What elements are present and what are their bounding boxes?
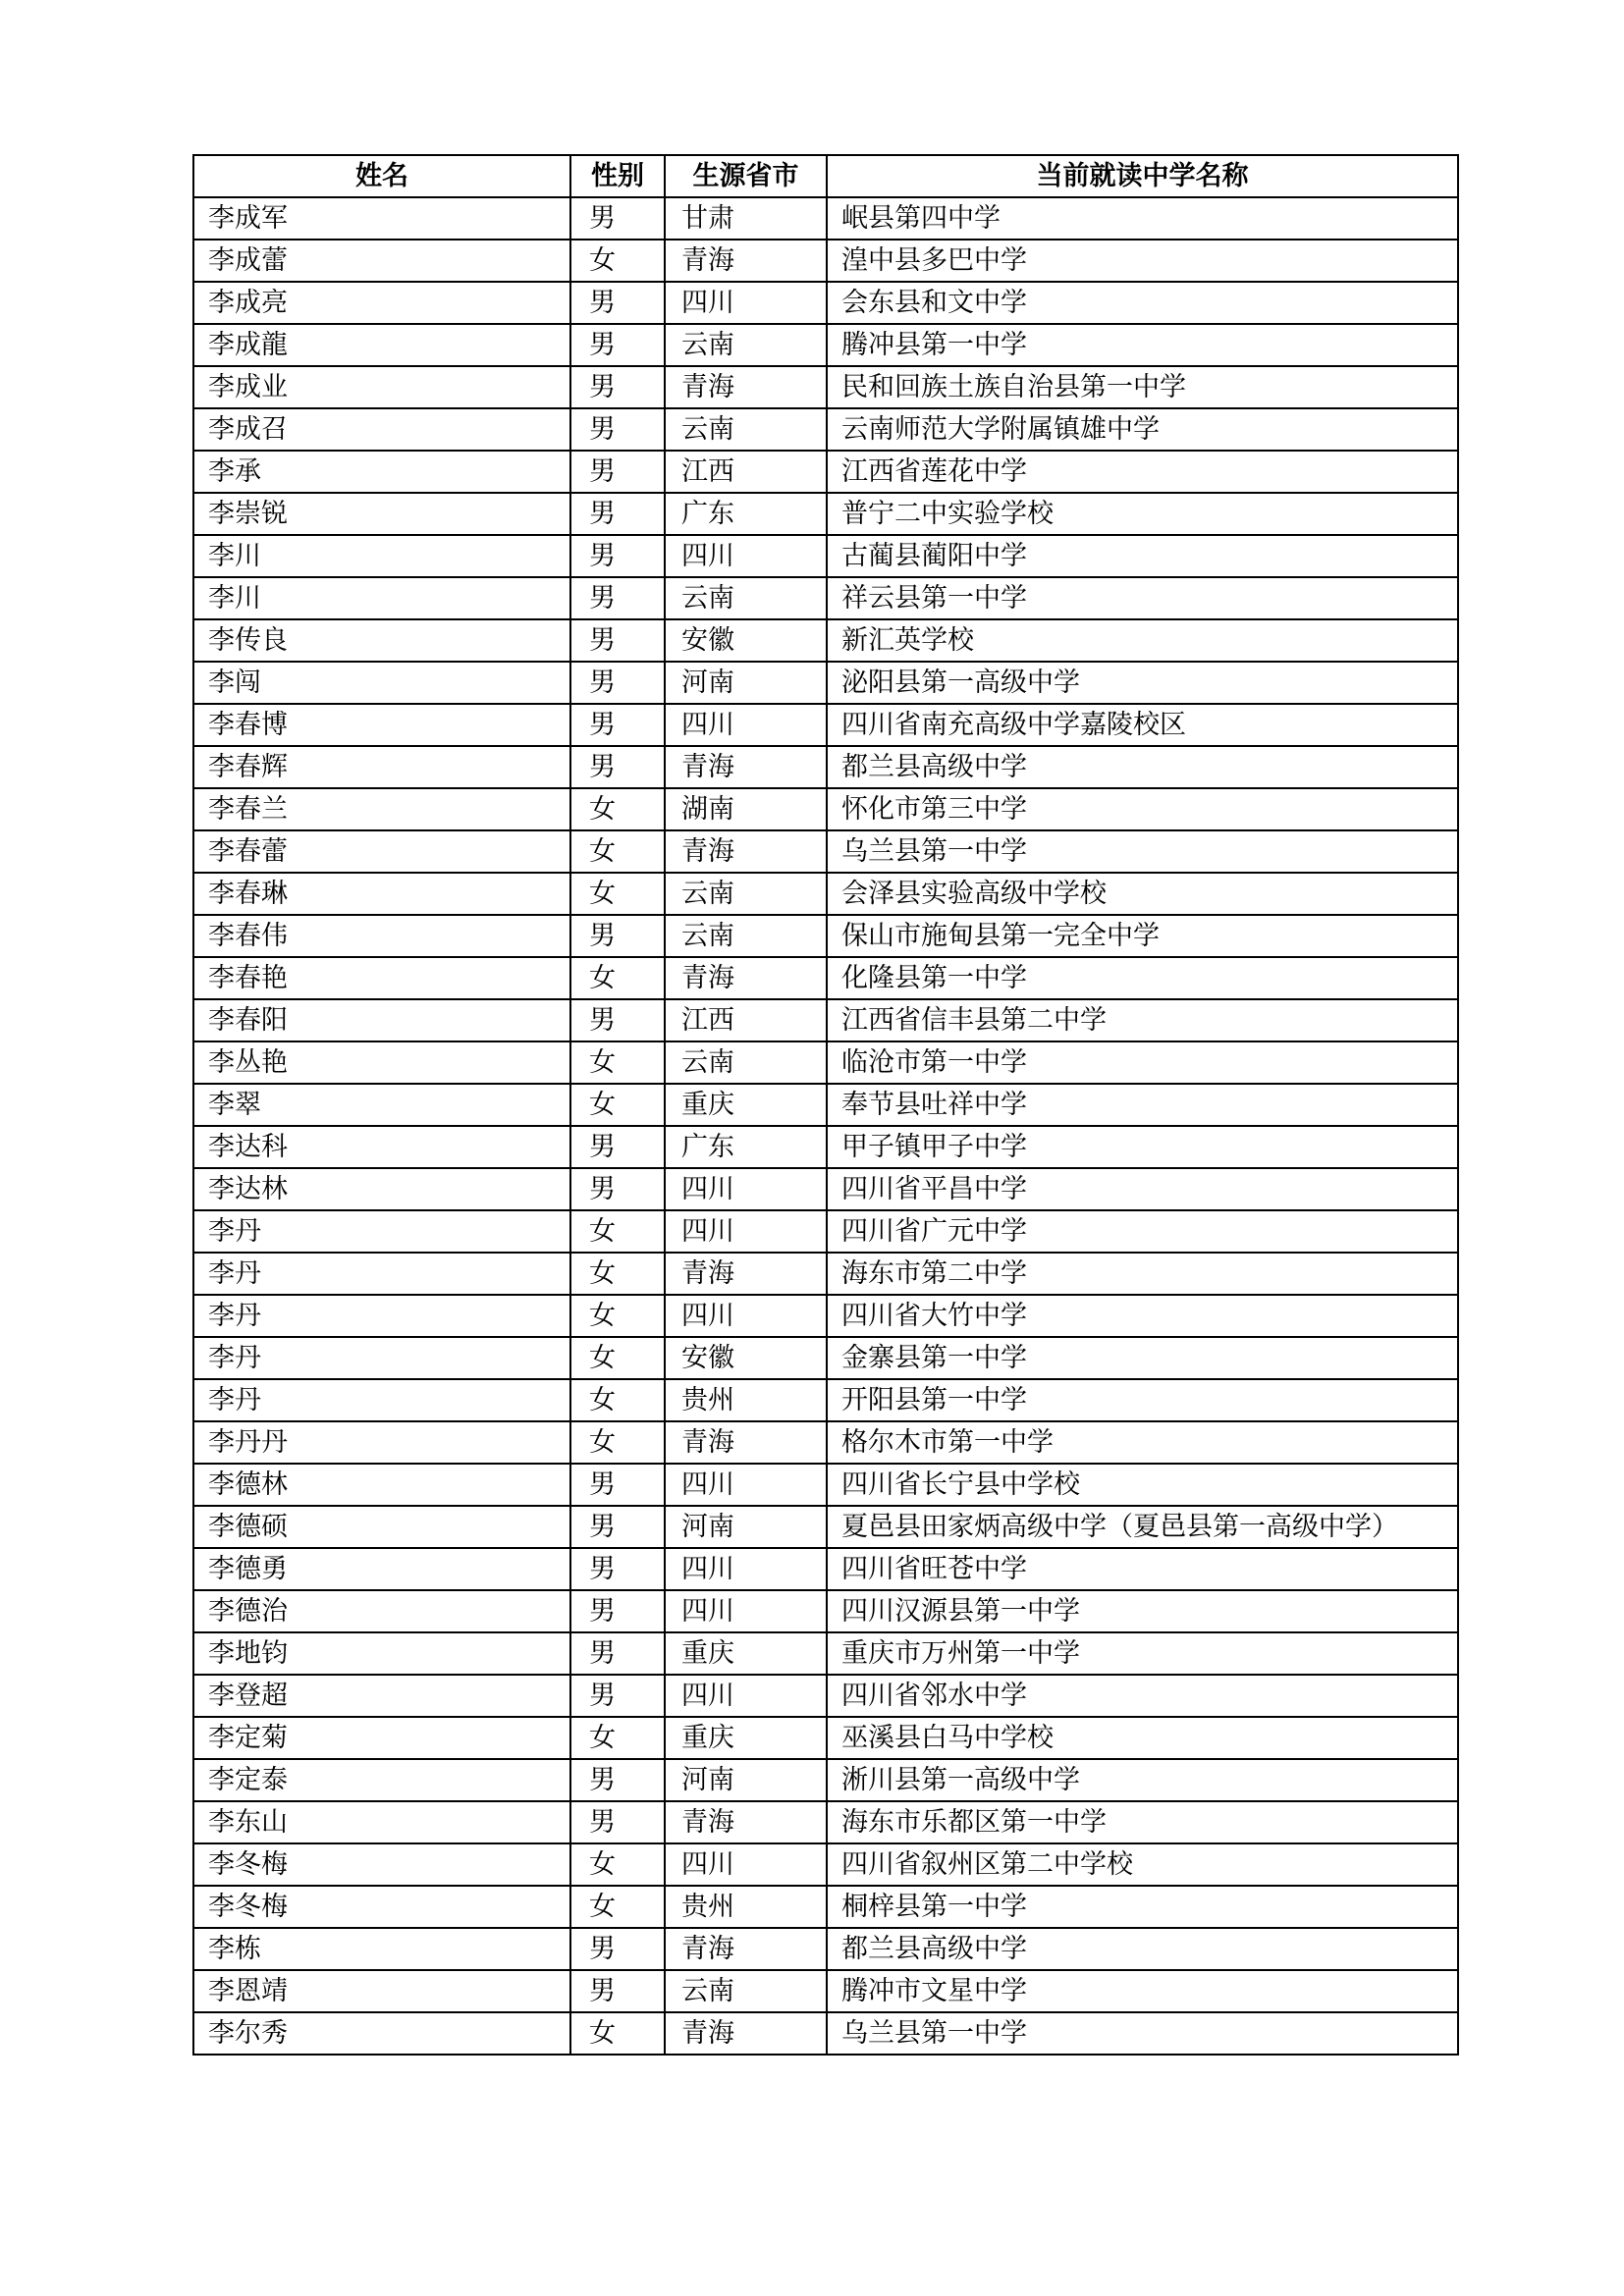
cell-province: 重庆 [665, 1632, 827, 1675]
table-row [193, 1464, 1458, 1506]
cell-school: 奉节县吐祥中学 [827, 1084, 1458, 1126]
cell-gender: 男 [570, 1126, 665, 1168]
header-name: 姓名 [193, 155, 570, 197]
cell-province: 云南 [665, 1041, 827, 1084]
cell-province: 青海 [665, 366, 827, 408]
cell-gender: 男 [570, 1928, 665, 1970]
cell-school: 金寨县第一中学 [827, 1337, 1458, 1379]
cell-name: 李恩靖 [193, 1970, 570, 2012]
header-gender: 性别 [570, 155, 665, 197]
cell-gender: 男 [570, 282, 665, 324]
cell-gender: 女 [570, 1717, 665, 1759]
cell-gender: 女 [570, 830, 665, 873]
table-row [193, 957, 1458, 999]
cell-school: 格尔木市第一中学 [827, 1421, 1458, 1464]
cell-province: 四川 [665, 1210, 827, 1253]
cell-province: 四川 [665, 1675, 827, 1717]
cell-gender: 男 [570, 1759, 665, 1801]
table-row [193, 1253, 1458, 1295]
table-row [193, 1210, 1458, 1253]
cell-gender: 男 [570, 1506, 665, 1548]
cell-name: 李达科 [193, 1126, 570, 1168]
cell-name: 李丹 [193, 1210, 570, 1253]
cell-gender: 女 [570, 1253, 665, 1295]
cell-province: 江西 [665, 999, 827, 1041]
cell-province: 四川 [665, 1295, 827, 1337]
cell-school: 湟中县多巴中学 [827, 240, 1458, 282]
cell-gender: 女 [570, 957, 665, 999]
cell-gender: 女 [570, 2012, 665, 2055]
cell-gender: 女 [570, 240, 665, 282]
cell-gender: 男 [570, 408, 665, 451]
student-table [192, 154, 1459, 2056]
cell-gender: 男 [570, 1548, 665, 1590]
cell-name: 李德林 [193, 1464, 570, 1506]
cell-gender: 男 [570, 197, 665, 240]
cell-school: 淅川县第一高级中学 [827, 1759, 1458, 1801]
table-row [193, 1759, 1458, 1801]
cell-gender: 男 [570, 1675, 665, 1717]
cell-gender: 男 [570, 1590, 665, 1632]
cell-school: 乌兰县第一中学 [827, 2012, 1458, 2055]
cell-gender: 男 [570, 1970, 665, 2012]
cell-school: 都兰县高级中学 [827, 1928, 1458, 1970]
cell-gender: 男 [570, 915, 665, 957]
cell-school: 古蔺县蔺阳中学 [827, 535, 1458, 577]
table-row [193, 451, 1458, 493]
table-row [193, 1548, 1458, 1590]
cell-gender: 女 [570, 1337, 665, 1379]
table-row [193, 408, 1458, 451]
cell-school: 开阳县第一中学 [827, 1379, 1458, 1421]
cell-school: 都兰县高级中学 [827, 746, 1458, 788]
cell-gender: 男 [570, 1801, 665, 1843]
cell-school: 江西省莲花中学 [827, 451, 1458, 493]
cell-province: 云南 [665, 324, 827, 366]
cell-name: 李丹丹 [193, 1421, 570, 1464]
cell-school: 四川省大竹中学 [827, 1295, 1458, 1337]
table-row [193, 746, 1458, 788]
table-row [193, 788, 1458, 830]
table-row [193, 1337, 1458, 1379]
cell-name: 李成蕾 [193, 240, 570, 282]
cell-school: 新汇英学校 [827, 619, 1458, 662]
cell-school: 云南师范大学附属镇雄中学 [827, 408, 1458, 451]
cell-school: 四川省长宁县中学校 [827, 1464, 1458, 1506]
cell-province: 广东 [665, 1126, 827, 1168]
cell-name: 李春艳 [193, 957, 570, 999]
cell-gender: 男 [570, 704, 665, 746]
cell-name: 李达林 [193, 1168, 570, 1210]
cell-gender: 男 [570, 324, 665, 366]
cell-name: 李德治 [193, 1590, 570, 1632]
cell-school: 重庆市万州第一中学 [827, 1632, 1458, 1675]
cell-province: 四川 [665, 1590, 827, 1632]
cell-school: 夏邑县田家炳高级中学（夏邑县第一高级中学） [827, 1506, 1458, 1548]
table-row [193, 999, 1458, 1041]
cell-province: 青海 [665, 830, 827, 873]
cell-name: 李丛艳 [193, 1041, 570, 1084]
table-row [193, 535, 1458, 577]
cell-gender: 女 [570, 1041, 665, 1084]
cell-gender: 男 [570, 1632, 665, 1675]
table-row [193, 704, 1458, 746]
cell-school: 保山市施甸县第一完全中学 [827, 915, 1458, 957]
cell-province: 河南 [665, 662, 827, 704]
cell-gender: 男 [570, 577, 665, 619]
cell-province: 四川 [665, 1168, 827, 1210]
cell-province: 云南 [665, 915, 827, 957]
cell-school: 会泽县实验高级中学校 [827, 873, 1458, 915]
cell-name: 李春阳 [193, 999, 570, 1041]
cell-province: 四川 [665, 535, 827, 577]
cell-school: 腾冲县第一中学 [827, 324, 1458, 366]
cell-school: 桐梓县第一中学 [827, 1886, 1458, 1928]
cell-school: 巫溪县白马中学校 [827, 1717, 1458, 1759]
table-row [193, 1632, 1458, 1675]
cell-name: 李栋 [193, 1928, 570, 1970]
table-row [193, 1041, 1458, 1084]
table-row [193, 1126, 1458, 1168]
table-row [193, 1717, 1458, 1759]
cell-school: 四川省叙州区第二中学校 [827, 1843, 1458, 1886]
cell-name: 李东山 [193, 1801, 570, 1843]
cell-province: 青海 [665, 1421, 827, 1464]
cell-school: 江西省信丰县第二中学 [827, 999, 1458, 1041]
cell-name: 李春博 [193, 704, 570, 746]
table-row [193, 324, 1458, 366]
cell-province: 湖南 [665, 788, 827, 830]
cell-province: 重庆 [665, 1084, 827, 1126]
cell-name: 李成军 [193, 197, 570, 240]
cell-school: 泌阳县第一高级中学 [827, 662, 1458, 704]
cell-gender: 男 [570, 746, 665, 788]
header-province: 生源省市 [665, 155, 827, 197]
cell-name: 李春蕾 [193, 830, 570, 873]
cell-province: 青海 [665, 746, 827, 788]
cell-name: 李翠 [193, 1084, 570, 1126]
table-row [193, 1886, 1458, 1928]
cell-name: 李德硕 [193, 1506, 570, 1548]
cell-name: 李春兰 [193, 788, 570, 830]
cell-gender: 男 [570, 451, 665, 493]
cell-province: 云南 [665, 1970, 827, 2012]
cell-name: 李承 [193, 451, 570, 493]
cell-school: 化隆县第一中学 [827, 957, 1458, 999]
table-row [193, 240, 1458, 282]
cell-name: 李川 [193, 577, 570, 619]
cell-school: 怀化市第三中学 [827, 788, 1458, 830]
cell-province: 云南 [665, 408, 827, 451]
cell-name: 李定泰 [193, 1759, 570, 1801]
cell-name: 李地钧 [193, 1632, 570, 1675]
table-row [193, 662, 1458, 704]
cell-school: 腾冲市文星中学 [827, 1970, 1458, 2012]
cell-name: 李登超 [193, 1675, 570, 1717]
cell-school: 海东市第二中学 [827, 1253, 1458, 1295]
cell-province: 贵州 [665, 1379, 827, 1421]
table-row [193, 619, 1458, 662]
cell-province: 青海 [665, 2012, 827, 2055]
cell-province: 安徽 [665, 1337, 827, 1379]
cell-school: 四川省旺苍中学 [827, 1548, 1458, 1590]
table-row [193, 915, 1458, 957]
cell-school: 乌兰县第一中学 [827, 830, 1458, 873]
cell-name: 李尔秀 [193, 2012, 570, 2055]
cell-school: 祥云县第一中学 [827, 577, 1458, 619]
cell-gender: 男 [570, 619, 665, 662]
table-row [193, 493, 1458, 535]
cell-school: 岷县第四中学 [827, 197, 1458, 240]
cell-name: 李春琳 [193, 873, 570, 915]
cell-name: 李春伟 [193, 915, 570, 957]
cell-name: 李定菊 [193, 1717, 570, 1759]
table-row [193, 1421, 1458, 1464]
cell-province: 江西 [665, 451, 827, 493]
cell-gender: 男 [570, 366, 665, 408]
cell-province: 青海 [665, 1801, 827, 1843]
cell-gender: 男 [570, 999, 665, 1041]
table-row [193, 1379, 1458, 1421]
cell-name: 李闯 [193, 662, 570, 704]
cell-school: 四川省广元中学 [827, 1210, 1458, 1253]
cell-school: 会东县和文中学 [827, 282, 1458, 324]
cell-province: 四川 [665, 1548, 827, 1590]
cell-name: 李成召 [193, 408, 570, 451]
cell-name: 李丹 [193, 1295, 570, 1337]
cell-name: 李春辉 [193, 746, 570, 788]
table-row [193, 366, 1458, 408]
cell-name: 李成业 [193, 366, 570, 408]
cell-name: 李川 [193, 535, 570, 577]
cell-province: 四川 [665, 1843, 827, 1886]
cell-school: 民和回族土族自治县第一中学 [827, 366, 1458, 408]
cell-province: 青海 [665, 1253, 827, 1295]
cell-school: 普宁二中实验学校 [827, 493, 1458, 535]
cell-province: 重庆 [665, 1717, 827, 1759]
table-row [193, 873, 1458, 915]
cell-name: 李丹 [193, 1379, 570, 1421]
cell-gender: 女 [570, 1843, 665, 1886]
cell-school: 海东市乐都区第一中学 [827, 1801, 1458, 1843]
cell-name: 李丹 [193, 1253, 570, 1295]
cell-province: 广东 [665, 493, 827, 535]
table-row [193, 1843, 1458, 1886]
table-header-row [193, 155, 1458, 197]
table-row [193, 1084, 1458, 1126]
cell-gender: 男 [570, 493, 665, 535]
cell-province: 青海 [665, 1928, 827, 1970]
cell-gender: 女 [570, 1084, 665, 1126]
cell-name: 李冬梅 [193, 1843, 570, 1886]
cell-province: 青海 [665, 240, 827, 282]
cell-name: 李成龍 [193, 324, 570, 366]
cell-gender: 男 [570, 1168, 665, 1210]
cell-name: 李成亮 [193, 282, 570, 324]
table-row [193, 2012, 1458, 2055]
cell-province: 青海 [665, 957, 827, 999]
cell-gender: 女 [570, 873, 665, 915]
cell-gender: 女 [570, 1210, 665, 1253]
cell-gender: 女 [570, 1421, 665, 1464]
cell-gender: 女 [570, 1886, 665, 1928]
cell-province: 河南 [665, 1506, 827, 1548]
cell-province: 四川 [665, 282, 827, 324]
cell-province: 四川 [665, 704, 827, 746]
cell-school: 四川省南充高级中学嘉陵校区 [827, 704, 1458, 746]
cell-gender: 男 [570, 662, 665, 704]
cell-school: 四川省邻水中学 [827, 1675, 1458, 1717]
table-row [193, 1590, 1458, 1632]
table-row [193, 1506, 1458, 1548]
cell-name: 李传良 [193, 619, 570, 662]
table-row [193, 1295, 1458, 1337]
cell-gender: 男 [570, 535, 665, 577]
cell-name: 李德勇 [193, 1548, 570, 1590]
table-row [193, 197, 1458, 240]
cell-gender: 女 [570, 1295, 665, 1337]
cell-province: 河南 [665, 1759, 827, 1801]
cell-school: 四川汉源县第一中学 [827, 1590, 1458, 1632]
cell-school: 临沧市第一中学 [827, 1041, 1458, 1084]
cell-gender: 女 [570, 788, 665, 830]
cell-gender: 男 [570, 1464, 665, 1506]
cell-school: 四川省平昌中学 [827, 1168, 1458, 1210]
cell-province: 云南 [665, 873, 827, 915]
cell-school: 甲子镇甲子中学 [827, 1126, 1458, 1168]
table-row [193, 1168, 1458, 1210]
cell-province: 甘肃 [665, 197, 827, 240]
table-row [193, 577, 1458, 619]
cell-province: 贵州 [665, 1886, 827, 1928]
cell-name: 李崇锐 [193, 493, 570, 535]
table-row [193, 1801, 1458, 1843]
table-row [193, 830, 1458, 873]
cell-gender: 女 [570, 1379, 665, 1421]
cell-province: 安徽 [665, 619, 827, 662]
table-row [193, 282, 1458, 324]
cell-province: 云南 [665, 577, 827, 619]
cell-province: 四川 [665, 1464, 827, 1506]
cell-name: 李冬梅 [193, 1886, 570, 1928]
cell-name: 李丹 [193, 1337, 570, 1379]
header-school: 当前就读中学名称 [827, 155, 1458, 197]
table-row [193, 1970, 1458, 2012]
table-row [193, 1675, 1458, 1717]
table-row [193, 1928, 1458, 1970]
